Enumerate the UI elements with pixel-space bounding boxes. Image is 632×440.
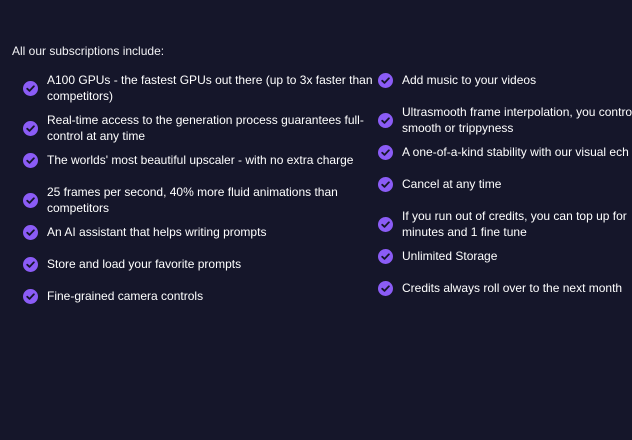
- feature-text: An AI assistant that helps writing prompts: [47, 225, 267, 239]
- check-circle-icon: [378, 249, 393, 264]
- check-circle-icon: [23, 289, 38, 304]
- feature-item: [378, 280, 623, 296]
- features-list-left: [23, 72, 373, 320]
- check-circle-icon: [378, 177, 393, 192]
- feature-item: [23, 152, 353, 168]
- feature-item: [23, 256, 353, 272]
- feature-item: [378, 248, 618, 264]
- check-circle-icon: [378, 145, 393, 160]
- feature-item: [23, 112, 364, 144]
- feature-text: Real-time access to the generation process guarantees full- control at any time: [47, 113, 364, 143]
- feature-item: [23, 224, 353, 240]
- check-circle-icon: [23, 121, 38, 136]
- feature-text: Add music to your videos: [402, 73, 537, 87]
- feature-text: The worlds' most beautiful upscaler - with no extra charge: [47, 153, 354, 167]
- feature-text: Credits always roll over to the next month: [402, 281, 623, 295]
- feature-text: Unlimited Storage: [402, 249, 498, 263]
- feature-item: [378, 208, 627, 240]
- feature-item: [23, 72, 373, 104]
- feature-item: [378, 104, 632, 136]
- feature-text: Ultrasmooth frame interpolation, you contro smooth or trippyness: [402, 105, 632, 135]
- feature-item: [378, 144, 629, 160]
- check-circle-icon: [378, 73, 393, 88]
- check-circle-icon: [23, 225, 38, 240]
- feature-item: [23, 184, 353, 216]
- check-circle-icon: [23, 153, 38, 168]
- check-circle-icon: [378, 217, 393, 232]
- check-circle-icon: [23, 193, 38, 208]
- check-circle-icon: [378, 281, 393, 296]
- feature-item: [23, 288, 353, 304]
- subscriptions-intro: All our subscriptions include:: [12, 44, 165, 58]
- check-circle-icon: [378, 113, 393, 128]
- feature-text: 25 frames per second, 40% more fluid animations than competitors: [47, 185, 338, 215]
- feature-text: Cancel at any time: [402, 177, 502, 191]
- feature-text: Fine-grained camera controls: [47, 289, 204, 303]
- feature-text: A100 GPUs - the fastest GPUs out there (up to 3x faster than competitors): [47, 73, 373, 103]
- check-circle-icon: [23, 257, 38, 272]
- feature-item: [378, 176, 618, 192]
- feature-text: Store and load your favorite prompts: [47, 257, 242, 271]
- feature-text: If you run out of credits, you can top up for minutes and 1 fine tune: [402, 209, 627, 239]
- feature-text: A one-of-a-kind stability with our visual ech: [402, 145, 629, 159]
- features-list-right: [378, 72, 632, 312]
- feature-item: [378, 72, 618, 88]
- check-circle-icon: [23, 81, 38, 96]
